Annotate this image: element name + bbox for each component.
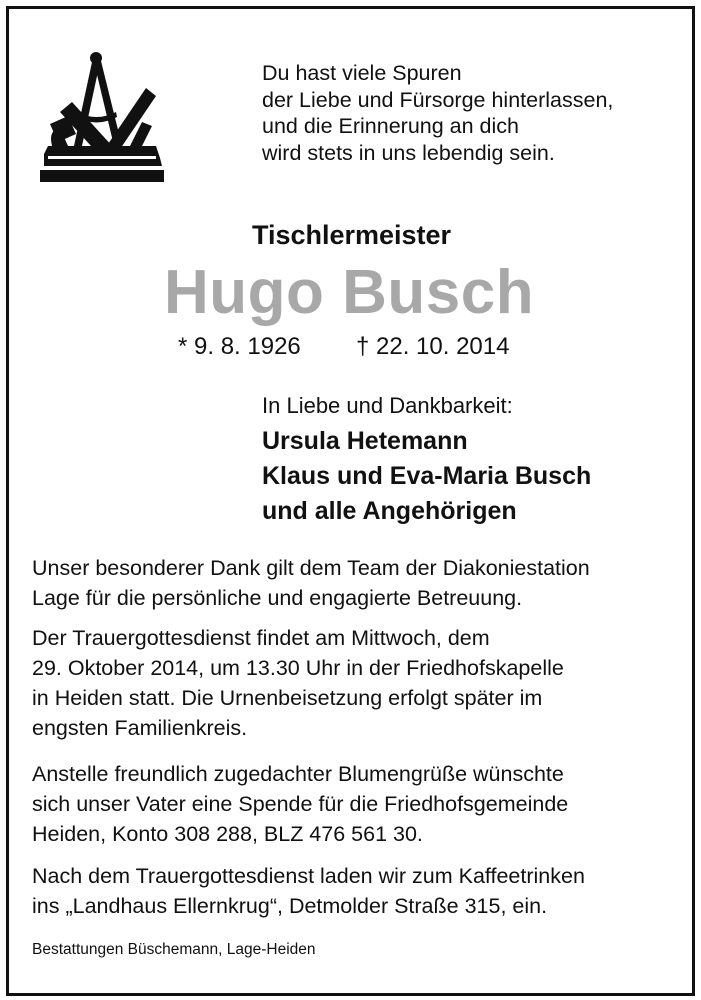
- paragraph-line: Unser besonderer Dank gilt dem Team der Diakoniestation: [32, 556, 590, 580]
- deceased-name: Hugo Busch: [164, 258, 535, 327]
- paragraph-line: sich unser Vater eine Spende für die Friedhofsgemeinde: [32, 792, 569, 816]
- paragraph-line: Nach dem Trauergottesdienst laden wir zum Kaffeetrinken: [32, 864, 585, 888]
- paragraph-line: Anstelle freundlich zugedachter Blumengrüße wünschte: [32, 762, 564, 786]
- thanks-paragraph: [32, 553, 692, 613]
- mourners-list: [262, 424, 591, 529]
- verse-line: der Liebe und Fürsorge hinterlassen,: [262, 87, 614, 112]
- verse-line: Du hast viele Spuren: [262, 61, 462, 85]
- memorial-verse: [262, 60, 613, 166]
- paragraph-line: Der Trauergottesdienst findet am Mittwoch, dem: [32, 626, 490, 650]
- mourner-name: Klaus und Eva-Maria Busch: [262, 462, 592, 490]
- birth-date: * 9. 8. 1926: [178, 333, 301, 360]
- occupation-title: [0, 218, 701, 252]
- paragraph-line: engsten Familienkreis.: [32, 716, 248, 740]
- paragraph-line: Heiden, Konto 308 288, BLZ 476 561 30.: [32, 822, 423, 846]
- donation-paragraph: [32, 759, 692, 849]
- verse-line: wird stets in uns lebendig sein.: [262, 140, 555, 165]
- occupation-text: Tischlermeister: [251, 220, 452, 250]
- death-date: † 22. 10. 2014: [356, 333, 510, 360]
- paragraph-line: in Heiden statt. Die Urnenbeisetzung erfolgt später im: [32, 686, 543, 710]
- carpenter-tools-icon: [38, 50, 166, 184]
- mourners-intro: In Liebe und Dankbarkeit:: [262, 393, 513, 418]
- funeral-home-credit: Bestattungen Büschemann, Lage-Heiden: [32, 941, 316, 958]
- paragraph-line: ins „Landhaus Ellernkrug“, Detmolder Straße 315, ein.: [32, 894, 548, 918]
- paragraph-line: 29. Oktober 2014, um 13.30 Uhr in der Friedhofskapelle: [32, 656, 564, 680]
- service-paragraph: [32, 623, 692, 743]
- mourner-name: Ursula Hetemann: [262, 427, 468, 455]
- coffee-paragraph: [32, 861, 692, 921]
- paragraph-line: Lage für die persönliche und engagierte Betreuung.: [32, 586, 523, 610]
- verse-line: und die Erinnerung an dich: [262, 114, 519, 138]
- mourner-name: und alle Angehörigen: [262, 497, 517, 525]
